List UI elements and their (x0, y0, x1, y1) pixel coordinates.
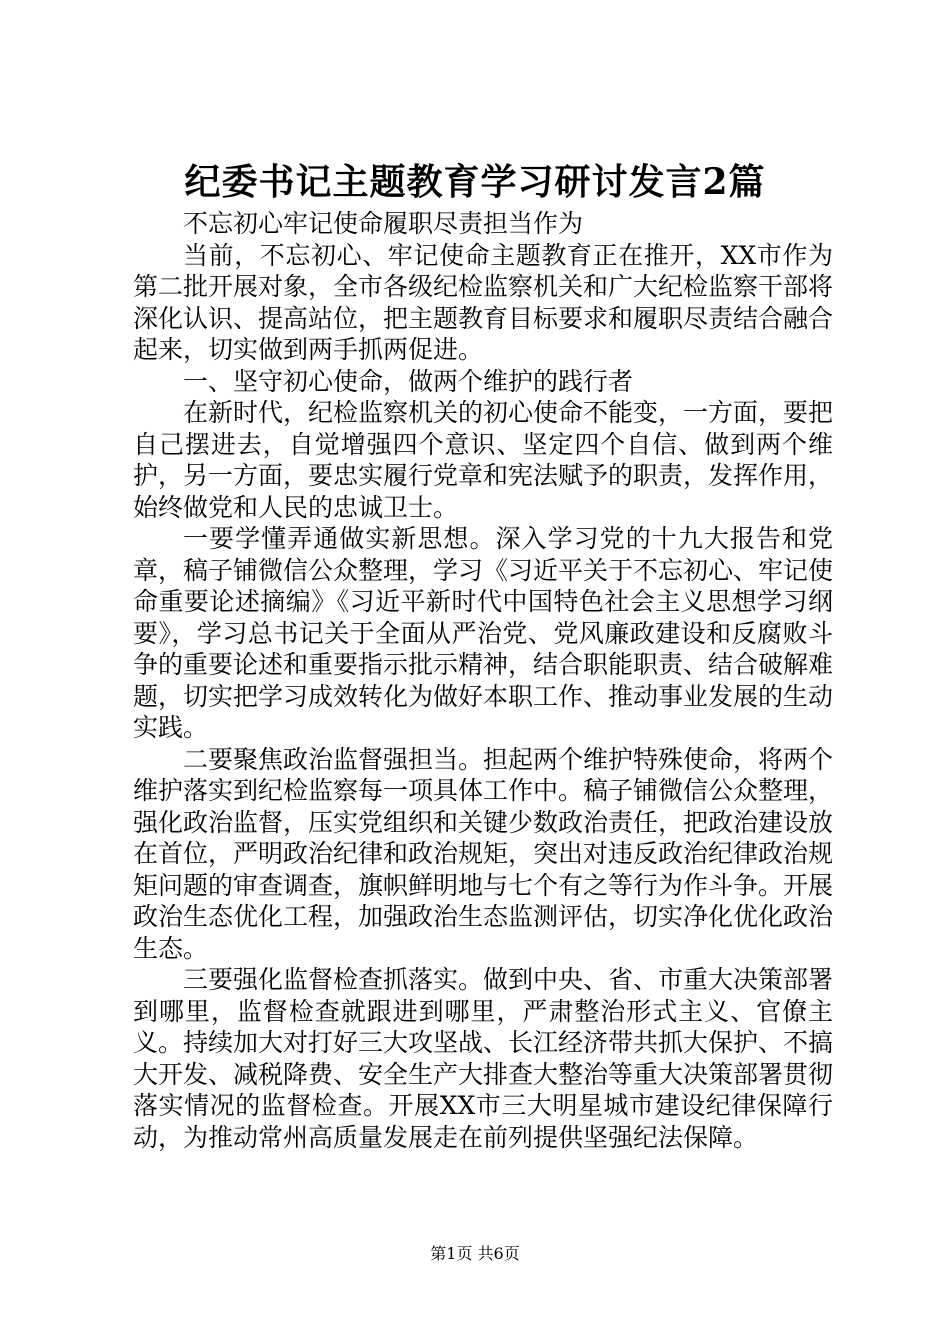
subtitle-paragraph: 不忘初心牢记使命履职尽责担当作为 (183, 209, 584, 238)
intro-paragraph: 当前，不忘初心、牢记使命主题教育正在推开，XX市作为第二批开展对象，全市各级纪检监察机关和广大纪检监察干部将深化认识、提高站位，把主题教育目标要求和履职尽责结合融合起来，切实做到两手抓两促进。 (133, 240, 834, 364)
body-paragraph: 一要学懂弄通做实新思想。深入学习党的十九大报告和党章，稿子铺微信公众整理，学习《习近平关于不忘初心、牢记使命重要论述摘编》《习近平新时代中国特色社会主义思想学习纲要》，学习总书记关于全面从严治党、党风廉政建设和反腐败斗争的重要论述和重要指示批示精神，结合职能职责、结合破解难题，切实把学习成效转化为做好本职工作、推动事业发展的生动实践。 (133, 524, 834, 742)
document-title: 纪委书记主题教育学习研讨发言2篇 (184, 161, 766, 203)
body-paragraph: 二要聚焦政治监督强担当。担起两个维护特殊使命，将两个维护落实到纪检监察每一项具体工作中。稿子铺微信公众整理，强化政治监督，压实党组织和关键少数政治责任，把政治建设放在首位，严明政治纪律和政治规矩，突出对违反政治纪律政治规矩问题的审查调查，旗帜鲜明地与七个有之等行为作斗争。开展政治生态优化工程，加强政治生态监测评估，切实净化优化政治生态。 (133, 744, 834, 963)
document-body (133, 208, 833, 1153)
body-paragraph: 三要强化监督检查抓落实。做到中央、省、市重大决策部署到哪里，监督检查就跟进到哪里，严肃整治形式主义、官僚主义。持续加大对打好三大攻坚战、长江经济带共抓大保护、不搞大开发、减税降费、安全生产大排查大整治等重大决策部署贯彻落实情况的监督检查。开展XX市三大明星城市建设纪律保障行动，为推动常州高质量发展走在前列提供坚强纪法保障。 (133, 965, 834, 1152)
section-heading: 一、坚守初心使命，做两个维护的践行者 (183, 366, 634, 396)
body-paragraph: 在新时代，纪检监察机关的初心使命不能变，一方面，要把自己摆进去，自觉增强四个意识、坚定四个自信、做到两个维护，另一方面，要忠实履行党章和宪法赋予的职责，发挥作用，始终做党和人民的忠诚卫士。 (133, 398, 834, 522)
page-number: 第1页 共6页 (430, 1244, 520, 1263)
